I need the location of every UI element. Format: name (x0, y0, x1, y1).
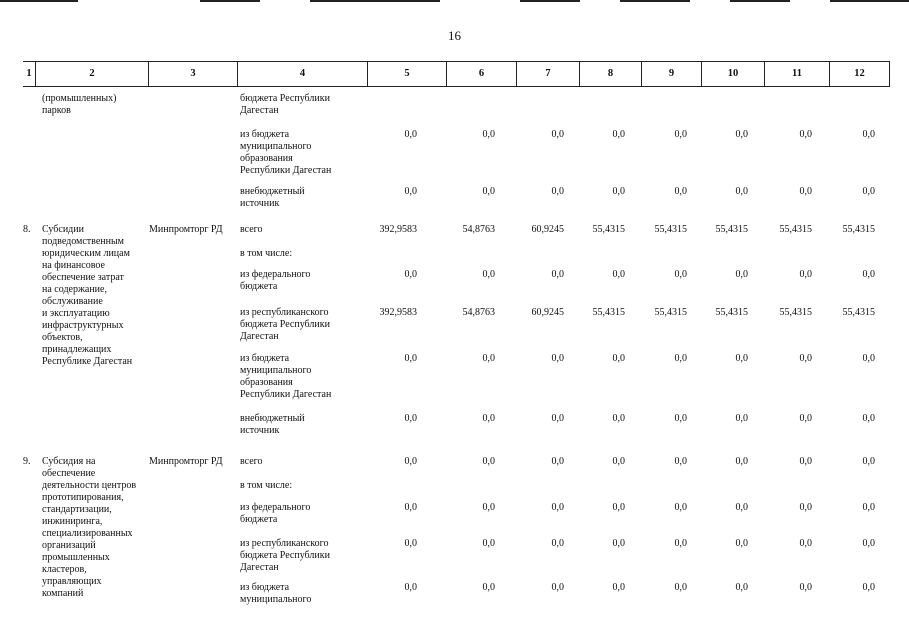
header-cell-11: 11 (764, 62, 829, 86)
header-cell-12: 12 (829, 62, 890, 86)
top-border-fragment (0, 0, 78, 2)
value-cell: 60,9245 (531, 307, 564, 318)
value-cell: 55,4315 (715, 224, 748, 235)
value-cell: 0,0 (735, 129, 748, 140)
header-cell-1: 1 (26, 68, 32, 79)
value-cell: 0,0 (404, 186, 417, 197)
value-cell: 54,8763 (462, 307, 495, 318)
value-cell: 0,0 (862, 353, 875, 364)
funding-source: из федерального бюджета (240, 269, 311, 292)
value-cell: 0,0 (612, 456, 625, 467)
value-cell: 0,0 (799, 413, 812, 424)
value-cell: 0,0 (674, 413, 687, 424)
value-cell: 0,0 (551, 582, 564, 593)
row-number: 9. (23, 456, 31, 467)
value-cell: 0,0 (551, 502, 564, 513)
value-cell: 0,0 (551, 538, 564, 549)
value-cell: 0,0 (862, 456, 875, 467)
value-cell: 0,0 (799, 502, 812, 513)
value-cell: 0,0 (404, 582, 417, 593)
table-header (23, 61, 890, 87)
value-cell: 0,0 (799, 269, 812, 280)
value-cell: 0,0 (482, 538, 495, 549)
value-cell: 0,0 (404, 456, 417, 467)
value-cell: 0,0 (482, 186, 495, 197)
value-cell: 0,0 (799, 456, 812, 467)
funding-source: из республиканского бюджета Республики Дагестан (240, 538, 330, 573)
value-cell: 0,0 (735, 582, 748, 593)
value-cell: 55,4315 (654, 307, 687, 318)
funding-source: внебюджетный источник (240, 186, 305, 209)
value-cell: 0,0 (551, 353, 564, 364)
value-cell: 0,0 (482, 269, 495, 280)
row-number: 8. (23, 224, 31, 235)
value-cell: 0,0 (674, 456, 687, 467)
header-cell-7: 7 (516, 62, 579, 86)
value-cell: 0,0 (799, 129, 812, 140)
header-cell-3: 3 (148, 62, 237, 86)
value-cell: 0,0 (674, 129, 687, 140)
value-cell: 0,0 (612, 502, 625, 513)
value-cell: 0,0 (551, 186, 564, 197)
value-cell: 0,0 (735, 502, 748, 513)
value-cell: 0,0 (551, 413, 564, 424)
value-cell: 0,0 (674, 502, 687, 513)
top-border-fragment (830, 0, 909, 2)
value-cell: 55,4315 (715, 307, 748, 318)
value-cell: 0,0 (674, 186, 687, 197)
value-cell: 392,9583 (379, 307, 417, 318)
value-cell: 0,0 (482, 353, 495, 364)
value-cell: 0,0 (404, 269, 417, 280)
value-cell: 0,0 (735, 269, 748, 280)
value-cell: 55,4315 (654, 224, 687, 235)
value-cell: 0,0 (482, 502, 495, 513)
activity-name: Субсидии подведомственным юридическим лицам на финансовое обеспечение затрат на содержание, обслуживание и эксплуатацию инфраструктурных объектов, принадлежащих Республике Дагестан (42, 224, 133, 367)
value-cell: 54,8763 (462, 224, 495, 235)
funding-source: внебюджетный источник (240, 413, 305, 436)
value-cell: 0,0 (612, 413, 625, 424)
value-cell: 55,4315 (592, 224, 625, 235)
value-cell: 0,0 (551, 129, 564, 140)
value-cell: 55,4315 (779, 224, 812, 235)
value-cell: 55,4315 (779, 307, 812, 318)
value-cell: 0,0 (404, 538, 417, 549)
value-cell: 55,4315 (842, 307, 875, 318)
value-cell: 0,0 (482, 129, 495, 140)
header-cell-4: 4 (237, 62, 367, 86)
value-cell: 0,0 (404, 413, 417, 424)
header-cell-10: 10 (701, 62, 764, 86)
value-cell: 0,0 (674, 269, 687, 280)
header-cell-6: 6 (446, 62, 516, 86)
value-cell: 0,0 (735, 186, 748, 197)
value-cell: 0,0 (862, 538, 875, 549)
value-cell: 0,0 (862, 582, 875, 593)
top-border-fragment (310, 0, 440, 2)
top-border-fragment (620, 0, 690, 2)
header-cell-9: 9 (641, 62, 701, 86)
value-cell: 55,4315 (842, 224, 875, 235)
value-cell: 0,0 (612, 186, 625, 197)
value-cell: 0,0 (612, 582, 625, 593)
funding-source: в том числе: (240, 480, 293, 491)
funding-source: всего (240, 456, 263, 467)
value-cell: 0,0 (799, 538, 812, 549)
value-cell: 0,0 (674, 353, 687, 364)
header-cell-5: 5 (367, 62, 446, 86)
top-border-fragment (730, 0, 790, 2)
header-cell-2: 2 (35, 62, 148, 86)
value-cell: 0,0 (674, 538, 687, 549)
value-cell: 0,0 (612, 269, 625, 280)
value-cell: 0,0 (862, 129, 875, 140)
funding-source: из бюджета муниципального образования Республики Дагестан (240, 129, 332, 176)
value-cell: 55,4315 (592, 307, 625, 318)
funding-source: из республиканского бюджета Республики Дагестан (240, 307, 330, 342)
value-cell: 0,0 (612, 353, 625, 364)
header-cell-8: 8 (579, 62, 641, 86)
value-cell: 0,0 (862, 413, 875, 424)
value-cell: 0,0 (735, 538, 748, 549)
funding-source: в том числе: (240, 248, 293, 259)
value-cell: 0,0 (482, 456, 495, 467)
value-cell: 0,0 (862, 269, 875, 280)
activity-name: Субсидия на обеспечение деятельности центров прототипирования, стандартизации, инжиниринга, специализированных организаций промышленных кластеров, управляющих компаний (42, 456, 137, 599)
value-cell: 60,9245 (531, 224, 564, 235)
page-number: 16 (448, 28, 461, 43)
value-cell: 0,0 (482, 582, 495, 593)
value-cell: 0,0 (482, 413, 495, 424)
funding-source: из бюджета муниципального образования Республики Дагестан (240, 353, 332, 400)
value-cell: 0,0 (862, 186, 875, 197)
value-cell: 0,0 (735, 413, 748, 424)
value-cell: 0,0 (799, 186, 812, 197)
value-cell: 0,0 (404, 129, 417, 140)
value-cell: 392,9583 (379, 224, 417, 235)
executor: Минпромторг РД (149, 456, 223, 467)
value-cell: 0,0 (404, 502, 417, 513)
executor: Минпромторг РД (149, 224, 223, 235)
value-cell: 0,0 (612, 538, 625, 549)
value-cell: 0,0 (799, 353, 812, 364)
funding-source: бюджета Республики Дагестан (240, 93, 330, 116)
value-cell: 0,0 (735, 456, 748, 467)
top-border-fragment (520, 0, 580, 2)
funding-source: всего (240, 224, 263, 235)
value-cell: 0,0 (612, 129, 625, 140)
top-border-fragment (200, 0, 260, 2)
funding-source: из федерального бюджета (240, 502, 311, 525)
value-cell: 0,0 (862, 502, 875, 513)
value-cell: 0,0 (551, 269, 564, 280)
value-cell: 0,0 (674, 582, 687, 593)
value-cell: 0,0 (735, 353, 748, 364)
value-cell: 0,0 (551, 456, 564, 467)
activity-name: (промышленных) парков (42, 93, 117, 116)
funding-source: из бюджета муниципального (240, 582, 312, 605)
value-cell: 0,0 (404, 353, 417, 364)
value-cell: 0,0 (799, 582, 812, 593)
